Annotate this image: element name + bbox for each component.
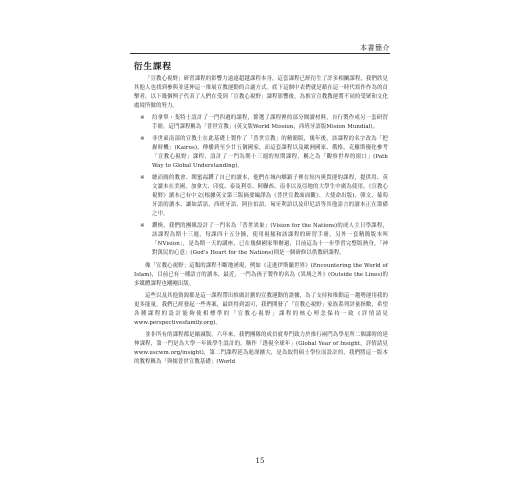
bullet-text: 約拿單・斐特士設計了一門四週的課程，節選了課程裡的部分閱讀材料，自行製作成另一套研習手冊，這門課程稱為「普世宣教」(英文版World Mission，西班牙語版Mision Mundial)。 [152, 115, 388, 130]
bullet-mark: ※ [140, 223, 145, 229]
bullet-text: 總而圓的教會、閩蜜福鑽了自己的讀本，他們在城內鄉鎮子裡在短內奧貴運的課程，提供用、英文讀本在美國、加拿大、印度、泰及利亞、阿聯酋、南非以及亞地的大學生中廣為使用。《宣教心視野》讀本已有中文(根據英文第三版摘要編譯為《普世宣教面面觀》、大使命出版)、韓文、葡萄牙語的讀本、讓如話語、西班牙語、阿拉伯語、匈牙利語以及印尼語等其他語言的讀本正在籌備之中。 [152, 175, 388, 217]
section-title: 衍生課程 [134, 62, 173, 72]
bullet-text: 鑽換，我們的團隊設計了一門名為「普世異象」(Vision for the Nations)的成人主日學課程，該課程為期十三週，每課四十五分鐘，使用視頻和該課程的研習手冊，另外一套精簡版本叫「NVision」，是為期一天的講座，已在幾個國家舉辦過，目前這為十一步學習完整版熱身，「神對萬民的心意」(God's Heart for the Nations)則是一個研修以供教研課程。 [152, 223, 388, 256]
running-header: 本書簡介 [360, 44, 390, 52]
body-text [134, 75, 388, 370]
bullet-item [134, 174, 388, 219]
bullet-text: 非世東南部的宣教士在此基礎上製作了「普世宣教」的精簡版，幾年後，該課程的名字改為「把握時機」(Kairos)，傳播到至少廿五個國家，而這套課程以及歐洲國家、俄格、克羅斯優化參考「宣教心視野」課程，設計了一門為期十三週的短期課程，稱之為「觀察世界的窗口」(Path Way to Global Understanding)。 [152, 136, 388, 169]
body-paragraph: 並非所有的課程都是縮減版，六年來，我們團隊的成員就專門致力於推行兩門為學星所二個課時的延伸課程，第一門是為大學一年級學生設計的，稱作「透視全球年」(Global Year of Insight，詳情請見www.uscwm.org/insight)，第二門課程延為進深擴大，是為取得碩士學位而設計的，我們將這一版本的教程稱為「與儒普世宣教基礎」(World [134, 332, 388, 365]
bullet-mark: ※ [140, 175, 145, 181]
body-paragraph: 這些以及其他資源都是這一課程帶出推廣計劃的宣教運動的證據，為了支持和推動這一趨勢運用我的更多能量，我們已經發起一些專案，最終得到認可，我們開發了「宣教心視野」家族系列評量指數，希望各種課程的設計能夠使相標準的「宣教心視野」課程的核心理念保持一致 (詳情請見 www.perspectivesfamily.org)。 [134, 293, 388, 326]
bullet-item [134, 114, 388, 132]
header-rule [130, 53, 390, 54]
body-paragraph: 像「宣教心視野」這類的課程不斷地湧現，例如《走進伊斯蘭世界》(Encountering the World of Islam)，目前已有一種語言的讀本，最近，一門為孩子製作的名為《異域之外》(Outside the Lines)的多媒體課程也剛剛出版。 [134, 263, 388, 287]
bullet-list [134, 114, 388, 258]
bullet-item [134, 135, 388, 171]
bullet-mark: ※ [140, 115, 145, 121]
intro-paragraph: 「宣教心視野」研習課程的影響力遠遠超越課程本身，這套課程已經衍生了許多相關課程，我們欣見其他人也找到參與並延伸這一推展宣教運動的合適方式。底下這個中表們就是藉在這一時代寫作作為的首擊者，以下幾個例子代表了人們在受到「宣教心視野」課程影響後，為推宣宣教教運將不同的受眾和文化處境所做的努力。 [134, 76, 388, 109]
page-number: 15 [255, 457, 265, 465]
bullet-item [134, 222, 388, 258]
bullet-mark: ※ [140, 136, 145, 142]
